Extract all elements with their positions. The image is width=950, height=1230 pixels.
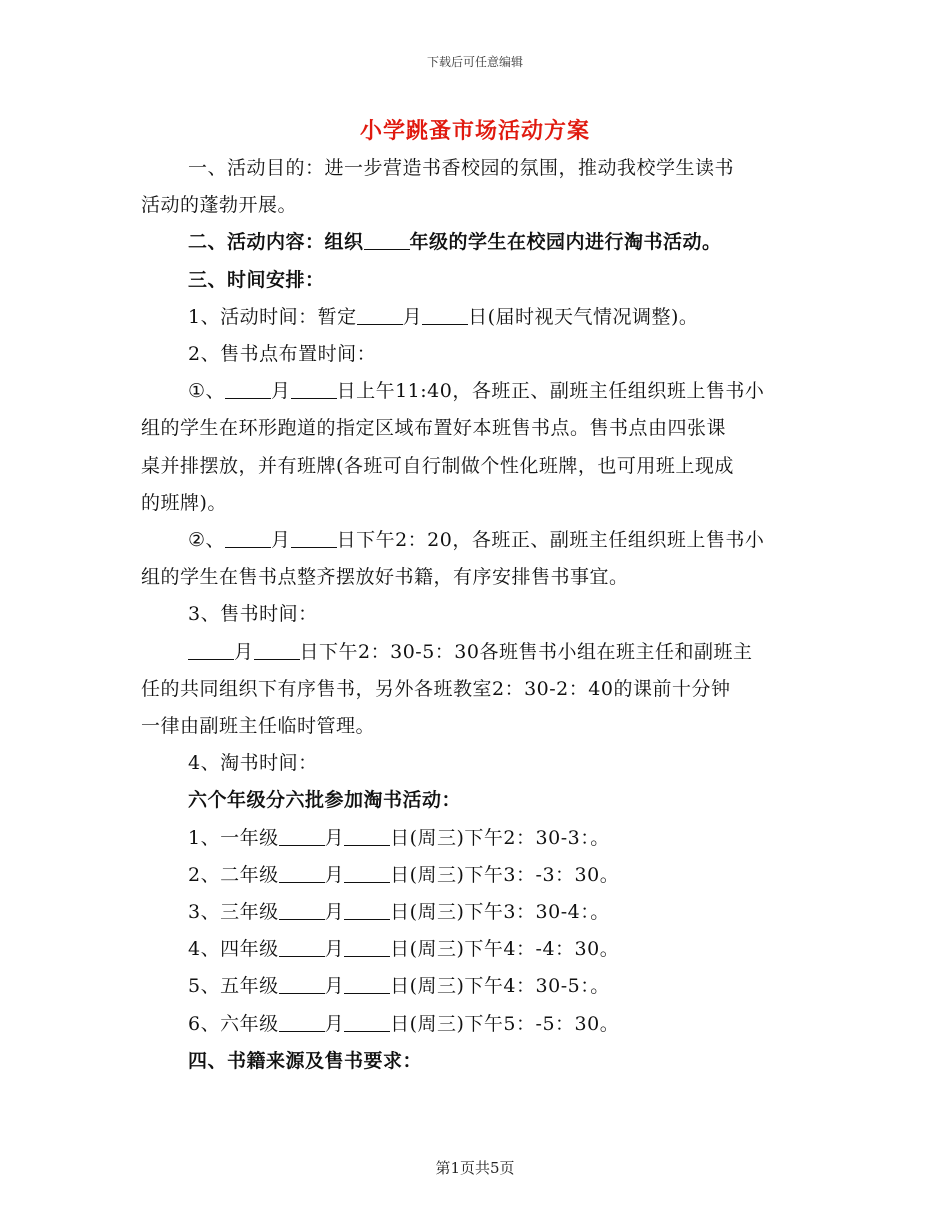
body-line: 的班牌)。 <box>141 491 227 514</box>
body-line: 月 日下午2：30-5：30各班售书小组在班主任和副班主 <box>141 634 811 671</box>
fill-blank <box>344 1013 390 1032</box>
body-line: ①、 月 日上午11:40，各班正、副班主任组织班上售书小 <box>188 380 765 403</box>
fill-blank <box>357 306 403 325</box>
fill-blank <box>279 827 325 846</box>
fill-blank <box>422 306 468 325</box>
fill-blank <box>279 1013 325 1032</box>
fill-blank <box>344 827 390 846</box>
body-line: 一、活动目的：进一步营造书香校园的氛围，推动我校学生读书 <box>188 157 735 179</box>
fill-blank <box>344 938 390 957</box>
document-body <box>141 150 811 1080</box>
body-line: ②、 月 日下午2：20，各班正、副班主任组织班上售书小 <box>188 529 765 552</box>
fill-blank <box>291 380 337 399</box>
body-line: 桌并排摆放，并有班牌(各班可自行制做个性化班牌，也可用班上现成 <box>141 454 734 477</box>
fill-blank <box>344 864 390 883</box>
body-line: 三、时间安排： <box>188 268 325 291</box>
body-line: 组的学生在售书点整齐摆放好书籍，有序安排售书事宜。 <box>141 566 629 589</box>
fill-blank <box>344 975 390 994</box>
body-line: 5、五年级 月 日(周三)下午4：30-5：。 <box>188 975 610 998</box>
body-line: 活动的蓬勃开展。 <box>141 194 298 217</box>
body-line: 2、二年级 月 日(周三)下午3：-3：30。 <box>188 863 620 886</box>
header-note: 下载后可任意编辑 <box>426 55 523 69</box>
fill-blank <box>254 641 300 660</box>
body-line: 3、售书时间： <box>188 603 318 626</box>
body-line: 一律由副班主任临时管理。 <box>141 715 376 738</box>
body-line: 1、一年级 月 日(周三)下午2：30-3：。 <box>188 826 610 849</box>
fill-blank <box>344 901 390 920</box>
body-line: 二、活动内容：组织 年级的学生在校园内进行淘书活动。 <box>188 231 722 254</box>
fill-blank <box>279 975 325 994</box>
body-line: 任的共同组织下有序售书，另外各班教室2：30-2：40的课前十分钟 <box>141 677 731 700</box>
fill-blank <box>291 529 337 548</box>
fill-blank <box>225 529 271 548</box>
body-line: 3、三年级 月 日(周三)下午3：30-4：。 <box>188 901 610 924</box>
fill-blank <box>279 901 325 920</box>
body-line: 六个年级分六批参加淘书活动： <box>188 789 462 812</box>
fill-blank <box>364 231 410 250</box>
body-line: 四、书籍来源及售书要求： <box>188 1049 423 1072</box>
fill-blank <box>279 938 325 957</box>
body-line: 4、淘书时间： <box>188 752 318 775</box>
body-line: 组的学生在环形跑道的指定区域布置好本班售书点。售书点由四张课 <box>141 417 727 440</box>
fill-blank <box>225 380 271 399</box>
body-line: 4、四年级 月 日(周三)下午4：-4：30。 <box>188 938 620 961</box>
fill-blank <box>279 864 325 883</box>
page-footer: 第1页共5页 <box>435 1159 515 1177</box>
body-line: 1、活动时间：暂定 月 日(届时视天气情况调整)。 <box>188 305 699 328</box>
body-line: 6、六年级 月 日(周三)下午5：-5：30。 <box>188 1012 620 1035</box>
fill-blank <box>188 641 234 660</box>
body-line: 2、售书点布置时间： <box>188 343 377 366</box>
document-title: 小学跳蚤市场活动方案 <box>359 118 590 144</box>
